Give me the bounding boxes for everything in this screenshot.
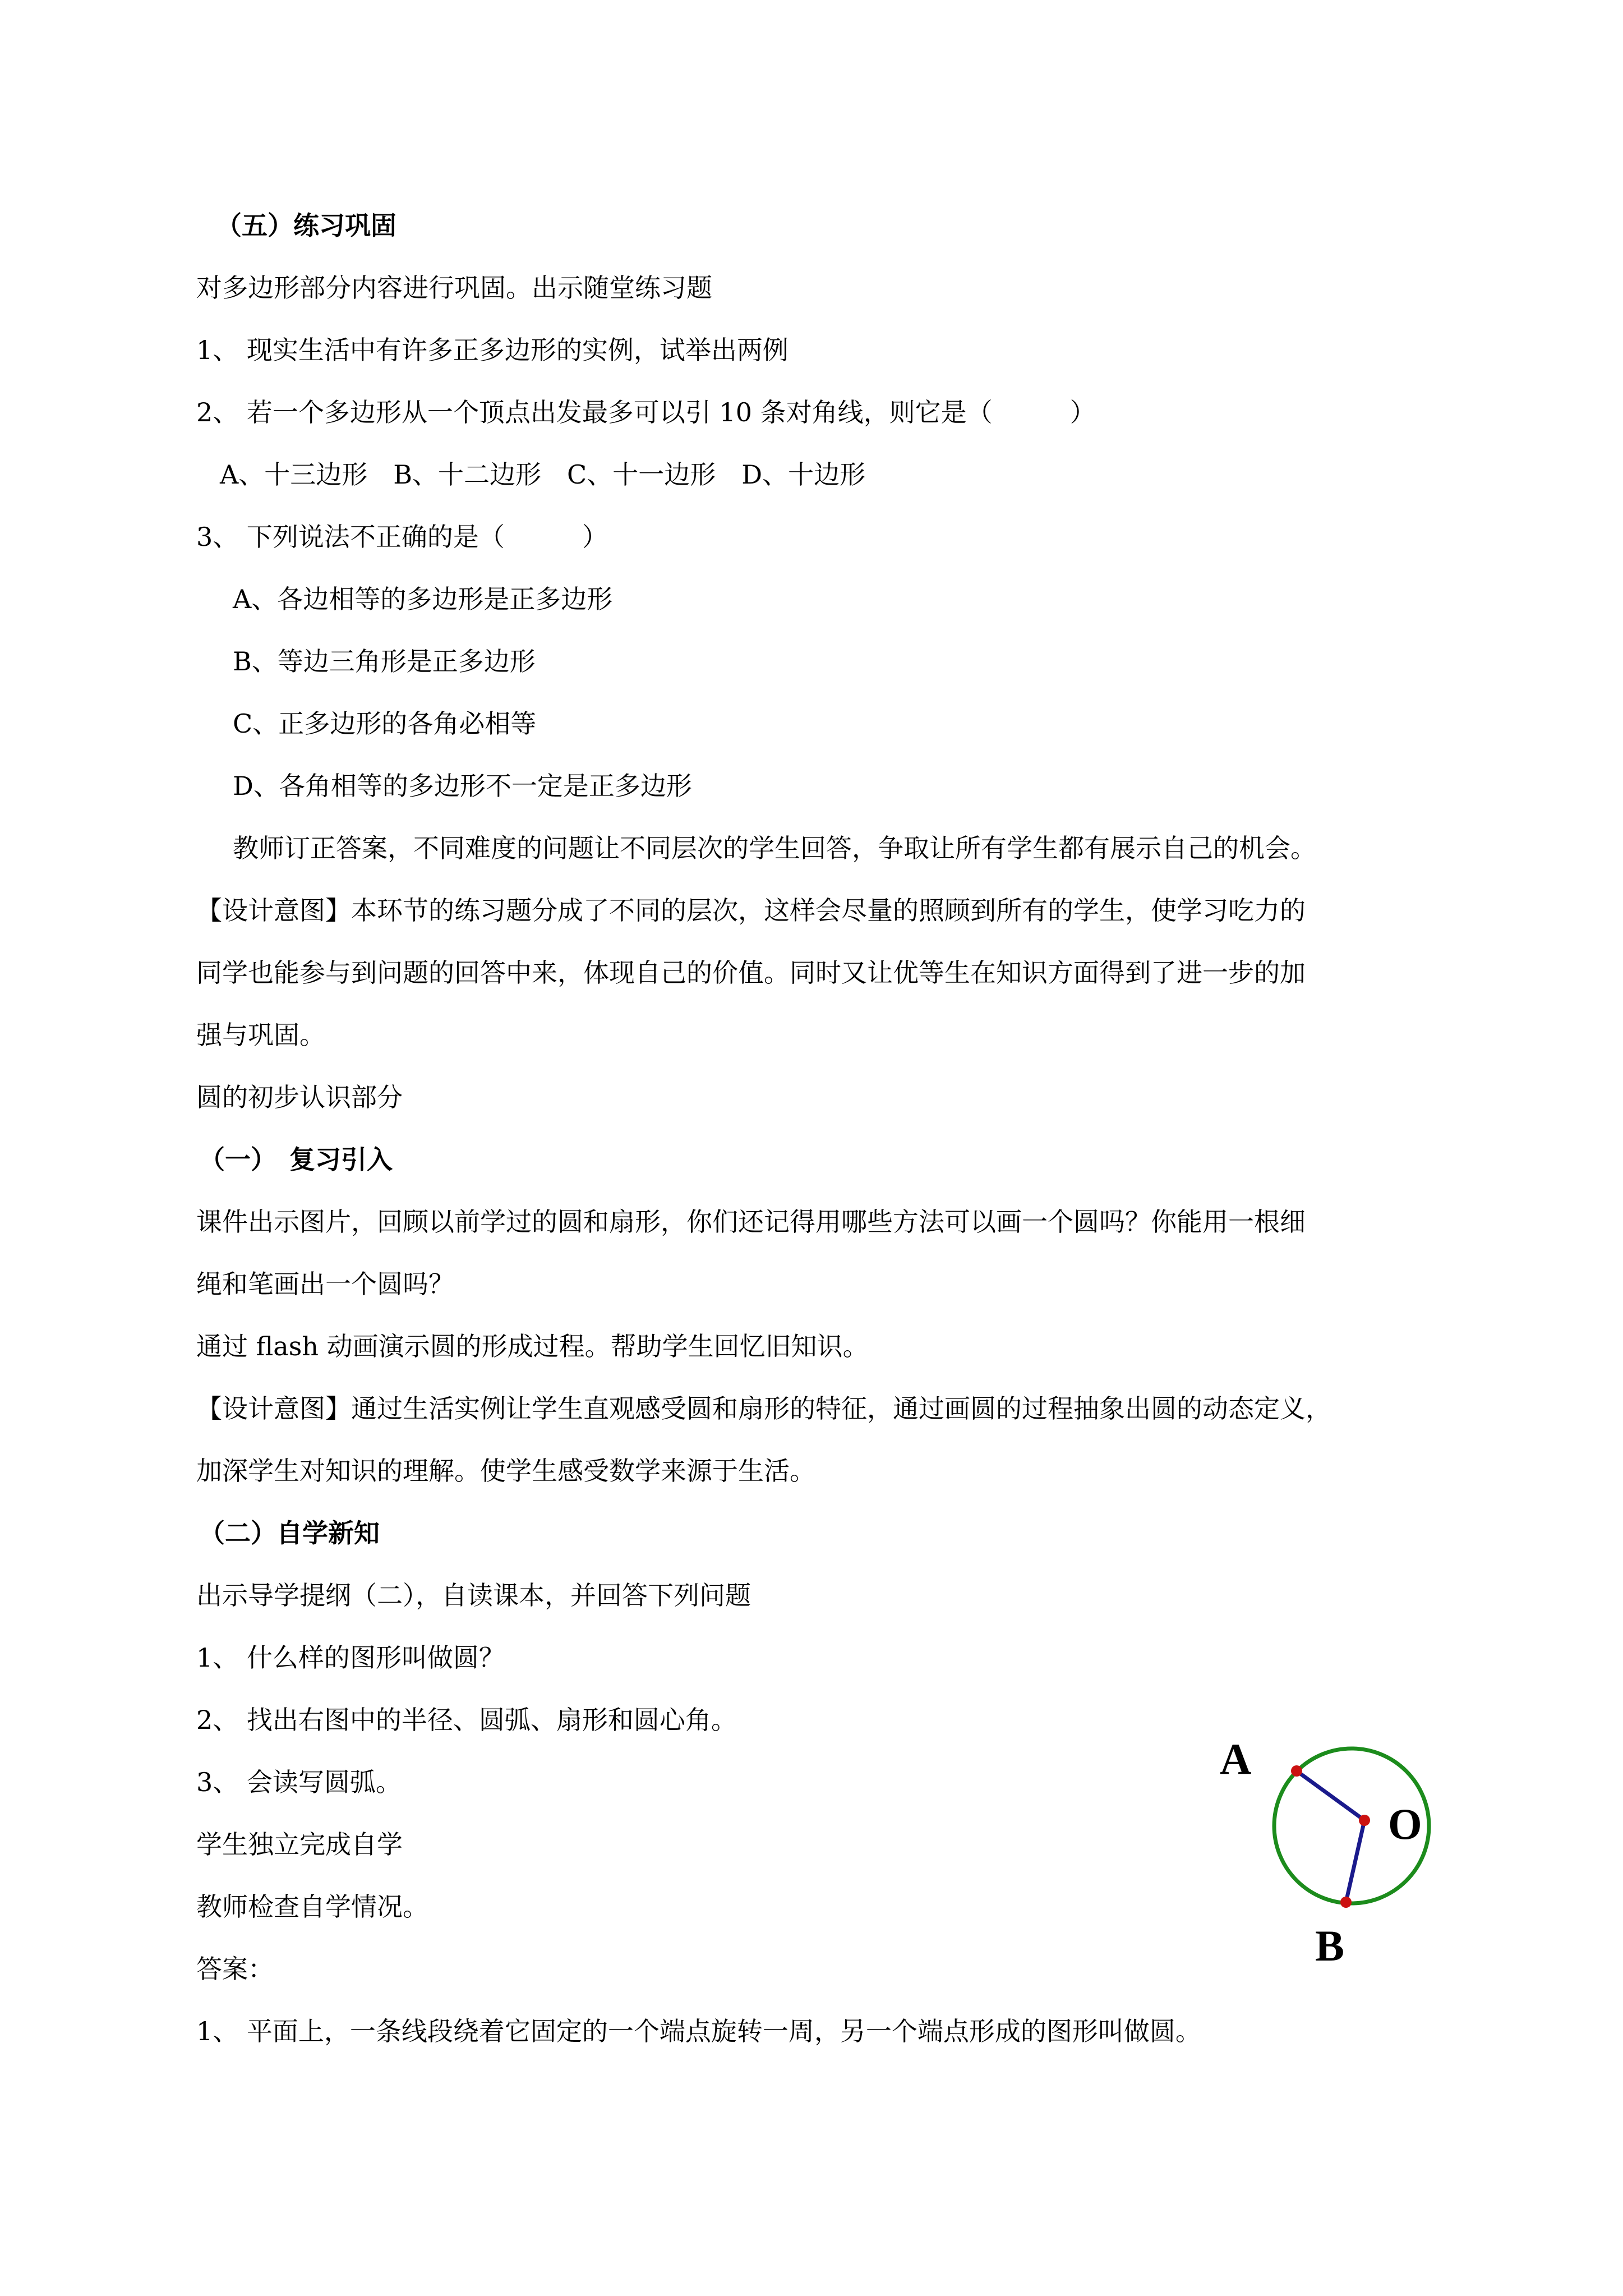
point-o (1359, 1815, 1370, 1826)
paragraph: 出示导学提纲（二），自读课本，并回答下列问题 (196, 1580, 751, 1611)
answer-1: 1、 平面上，一条线段绕着它固定的一个端点旋转一周，另一个端点形成的图形叫做圆。 (196, 2016, 1201, 2046)
paragraph: 教师订正答案，不同难度的问题让不同层次的学生回答，争取让所有学生都有展示自己的机会。 (233, 833, 1316, 863)
part-heading: 圆的初步认识部分 (196, 1082, 403, 1112)
paragraph: 教师检查自学情况。 (196, 1892, 428, 1922)
paragraph: 对多边形部分内容进行巩固。出示随堂练习题 (196, 273, 712, 303)
answer-heading: 答案： (196, 1954, 274, 1984)
question-2-options: A、十三边形 B、十二边形 C、十一边形 D、十边形 (220, 459, 866, 490)
design-intent-paragraph: 【设计意图】通过生活实例让学生直观感受圆和扇形的特征，通过画圆的过程抽象出圆的动态定义， (196, 1393, 1331, 1424)
section-heading-practice: （五）练习巩固 (216, 210, 396, 241)
section-heading-review: （一） 复习引入 (199, 1144, 393, 1175)
option-d: D、各角相等的多边形不一定是正多边形 (233, 771, 692, 801)
option-c: C、正多边形的各角必相等 (233, 708, 537, 739)
question-1: 1、 现实生活中有许多正多边形的实例，试举出两例 (196, 335, 789, 365)
label-b: B (1315, 1921, 1345, 1970)
circle-diagram (1206, 1660, 1486, 1997)
design-intent-paragraph: 【设计意图】本环节的练习题分成了不同的层次，这样会尽量的照顾到所有的学生，使学习吃力的 (196, 895, 1306, 926)
point-a (1291, 1765, 1302, 1777)
paragraph: 通过 flash 动画演示圆的形成过程。帮助学生回忆旧知识。 (196, 1331, 869, 1361)
option-a: A、各边相等的多边形是正多边形 (233, 584, 613, 614)
design-intent-paragraph: 强与巩固。 (196, 1020, 325, 1050)
radius-segment-ob (1346, 1820, 1364, 1902)
question-3: 3、 下列说法不正确的是（ ） (196, 522, 608, 552)
study-question-1: 1、 什么样的图形叫做圆？ (196, 1642, 505, 1673)
paragraph: 绳和笔画出一个圆吗？ (196, 1269, 454, 1299)
paragraph: 学生独立完成自学 (196, 1829, 403, 1860)
section-heading-self-study: （二）自学新知 (199, 1518, 380, 1548)
study-question-3: 3、 会读写圆弧。 (196, 1767, 402, 1797)
label-o: O (1388, 1800, 1422, 1848)
question-2: 2、 若一个多边形从一个顶点出发最多可以引 10 条对角线，则它是（ ） (196, 397, 1096, 427)
design-intent-paragraph: 同学也能参与到问题的回答中来，体现自己的价值。同时又让优等生在知识方面得到了进一步的加 (196, 958, 1306, 988)
label-a: A (1220, 1734, 1252, 1783)
point-b (1340, 1897, 1352, 1908)
paragraph: 课件出示图片，回顾以前学过的圆和扇形，你们还记得用哪些方法可以画一个圆吗？你能用一根细 (196, 1207, 1306, 1237)
design-intent-paragraph: 加深学生对知识的理解。使学生感受数学来源于生活。 (196, 1456, 815, 1486)
circle-diagram-svg (1206, 1660, 1486, 1997)
radius-segment-oa (1297, 1771, 1364, 1820)
option-b: B、等边三角形是正多边形 (233, 646, 536, 677)
study-question-2: 2、 找出右图中的半径、圆弧、扇形和圆心角。 (196, 1705, 737, 1735)
